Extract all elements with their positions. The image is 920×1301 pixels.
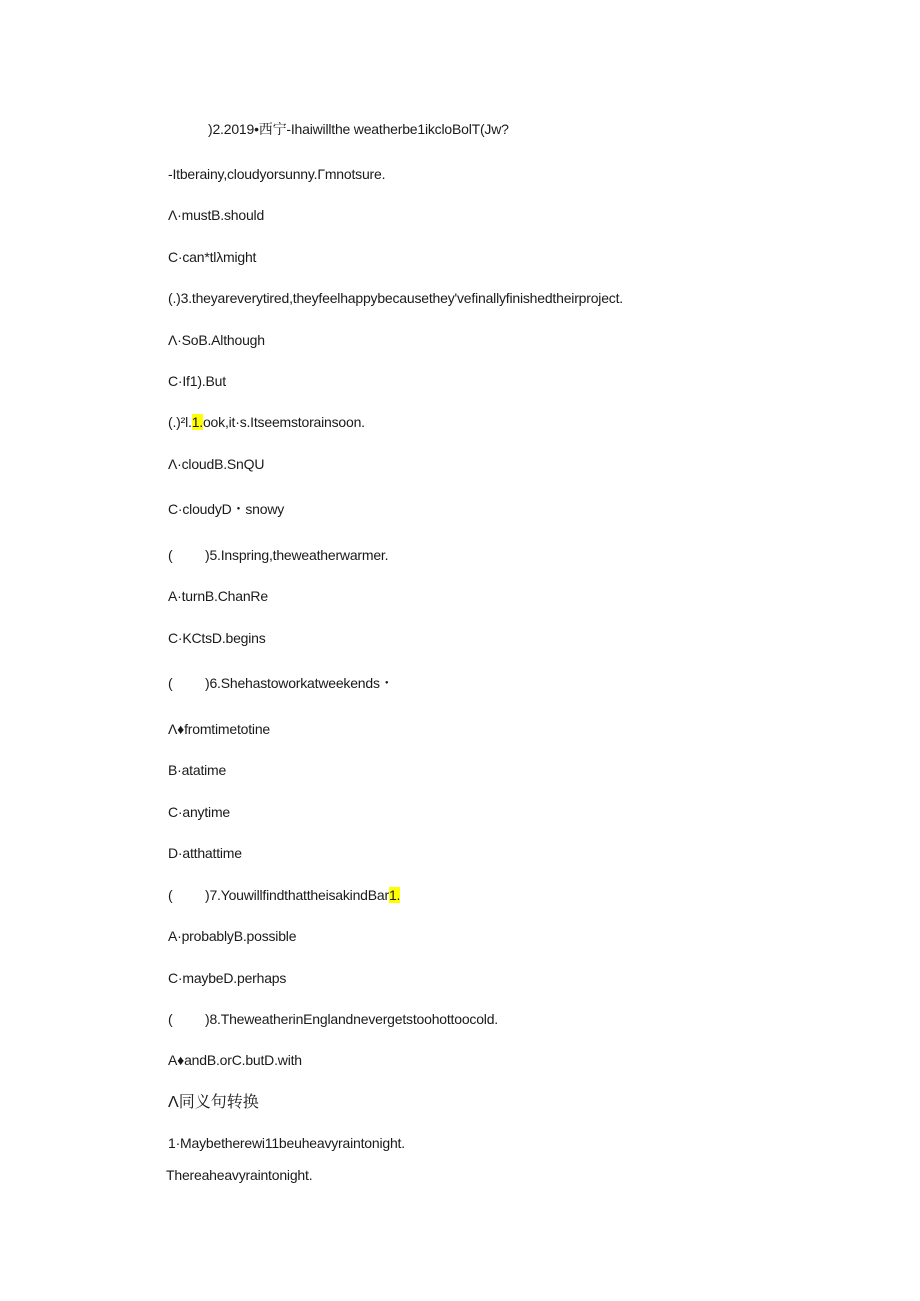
question-2-reply: -Itberainy,cloudyorsunny.Γmnotsure. (168, 166, 386, 182)
question-6-option-b: B·atatime (168, 762, 227, 778)
question-2: )2.2019•西宁-Ihaiwillthe weatherbe1ikcloBolT(Jw? (208, 121, 509, 137)
sentence-1: 1·Maybetherewi11beuheavyraintonight. (168, 1135, 405, 1151)
question-8: )8.TheweatherinEnglandnevergetstoohottoocold. (205, 1011, 498, 1027)
question-5-options-ab: A·turnB.ChanRe (168, 588, 268, 604)
question-4-options-ab: Λ·cloudB.SnQU (168, 456, 265, 472)
question-7-options-cd: C·maybeD.perhaps (168, 970, 287, 986)
question-6-option-c: C·anytime (168, 804, 230, 820)
section-heading: Λ同义句转换 (168, 1094, 259, 1111)
question-3-options-cd: C·If1).But (168, 373, 226, 389)
question-4-text: ook,it·s.Itseemstorainsoon. (202, 414, 365, 430)
sentence-1-answer: Thereaheavyraintonight. (166, 1167, 313, 1183)
question-5-options-cd: C·KCtsD.begins (168, 630, 266, 646)
question-2-options-ab: Λ·mustB.should (168, 207, 265, 223)
question-5-paren: ( (168, 547, 173, 563)
question-4-options-cd: C·cloudyD・snowy (168, 501, 285, 517)
question-4 (168, 413, 365, 431)
question-5: )5.Inspring,theweatherwarmer. (205, 547, 389, 563)
question-2-options-cd: C·can*tlλmight (168, 249, 257, 265)
question-6-option-a: Λ♦fromtimetotine (168, 721, 270, 737)
question-6-paren: ( (168, 675, 173, 691)
question-7 (205, 886, 400, 904)
question-8-options: A♦andB.orC.butD.with (168, 1052, 302, 1068)
question-3-options-ab: Λ·SoB.Although (168, 332, 265, 348)
highlight-mark: 1. (191, 414, 203, 430)
question-6-option-d: D·atthattime (168, 845, 242, 861)
question-7-paren: ( (168, 887, 173, 903)
question-4-prefix: (.)²l. (168, 414, 192, 430)
question-3: (.)3.theyareverytired,theyfeelhappybecausethey'vefinallyfinishedtheirproject. (168, 290, 623, 306)
question-8-paren: ( (168, 1011, 173, 1027)
question-7-text: )7.YouwillfindthattheisakindBar (205, 887, 389, 903)
question-7-options-ab: A·probablyB.possible (168, 928, 297, 944)
highlight-mark: 1. (388, 887, 401, 903)
question-6: )6.Shehastoworkatweekends・ (205, 675, 394, 691)
